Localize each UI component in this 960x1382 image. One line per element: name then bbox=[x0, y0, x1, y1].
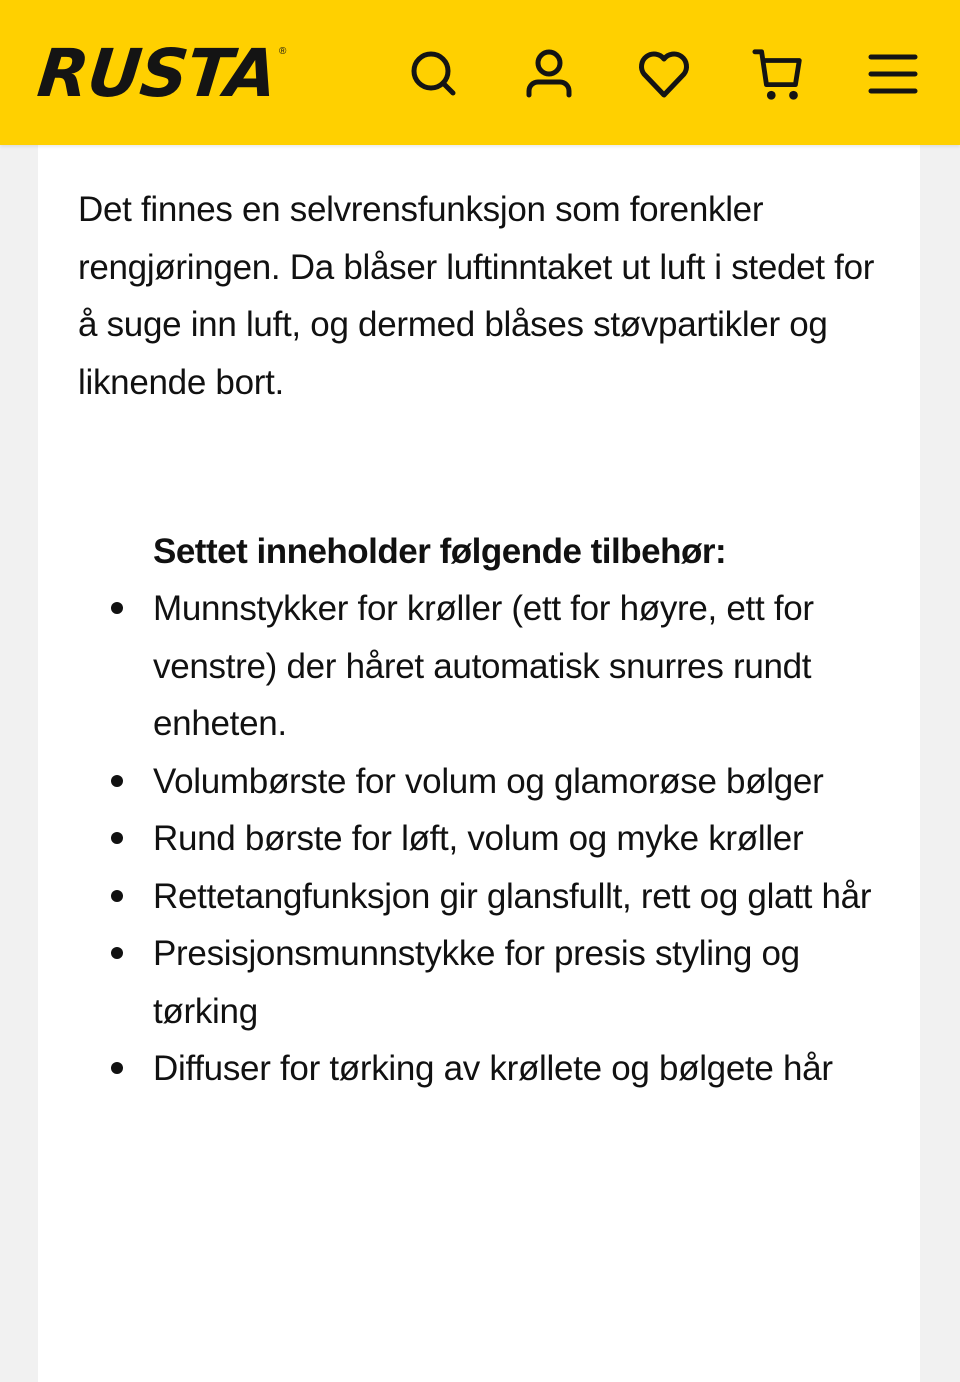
rusta-logo[interactable] bbox=[34, 35, 287, 112]
product-description-card bbox=[38, 145, 920, 1382]
list-item bbox=[153, 868, 893, 926]
search-icon bbox=[407, 47, 461, 101]
list-item-text: Volumbørste for volum og glamorøse bølger bbox=[153, 761, 824, 801]
bullet-icon bbox=[111, 775, 123, 787]
cart-icon bbox=[751, 45, 807, 103]
registered-mark: ® bbox=[278, 46, 287, 57]
site-header bbox=[0, 0, 960, 145]
list-item-text: Munnstykker for krøller (ett for høyre, ett for venstre) der håret automatisk snurres rundt enheten. bbox=[153, 589, 814, 743]
heart-icon bbox=[636, 47, 692, 101]
account-button[interactable] bbox=[521, 44, 577, 104]
list-item-text: Rund børste for løft, volum og myke krøller bbox=[153, 819, 804, 858]
list-item bbox=[153, 580, 893, 753]
bullet-icon bbox=[111, 832, 123, 844]
bullet-icon bbox=[111, 602, 123, 614]
list-item bbox=[153, 810, 893, 868]
list-item bbox=[153, 753, 893, 811]
list-item bbox=[153, 925, 893, 1040]
cart-button[interactable] bbox=[751, 44, 807, 104]
description-paragraph: Det finnes en selvrensfunksjon som forenkler rengjøringen. Da blåser luftinntaket ut luft i stedet for å suge inn luft, og dermed blåses støvpartikler og liknende bort. bbox=[78, 190, 875, 402]
bullet-icon bbox=[111, 947, 123, 959]
logo-text: RUSTA bbox=[34, 35, 281, 112]
bullet-icon bbox=[111, 890, 123, 902]
favorites-button[interactable] bbox=[636, 44, 692, 104]
list-item-text: Diffuser for tørking av krøllete og bølgete hår bbox=[153, 1049, 833, 1088]
accessories-list bbox=[153, 580, 893, 1098]
hamburger-menu-icon bbox=[867, 47, 921, 101]
account-icon bbox=[522, 47, 576, 101]
accessories-heading: Settet inneholder følgende tilbehør: bbox=[153, 532, 727, 571]
list-item-text: Rettetangfunksjon gir glansfullt, rett og glatt hår bbox=[153, 876, 872, 916]
list-item-text: Presisjonsmunnstykke for presis styling og tørking bbox=[153, 934, 800, 1031]
search-button[interactable] bbox=[406, 44, 462, 104]
list-item bbox=[153, 1040, 893, 1098]
menu-button[interactable] bbox=[866, 44, 922, 104]
bullet-icon bbox=[111, 1062, 123, 1074]
